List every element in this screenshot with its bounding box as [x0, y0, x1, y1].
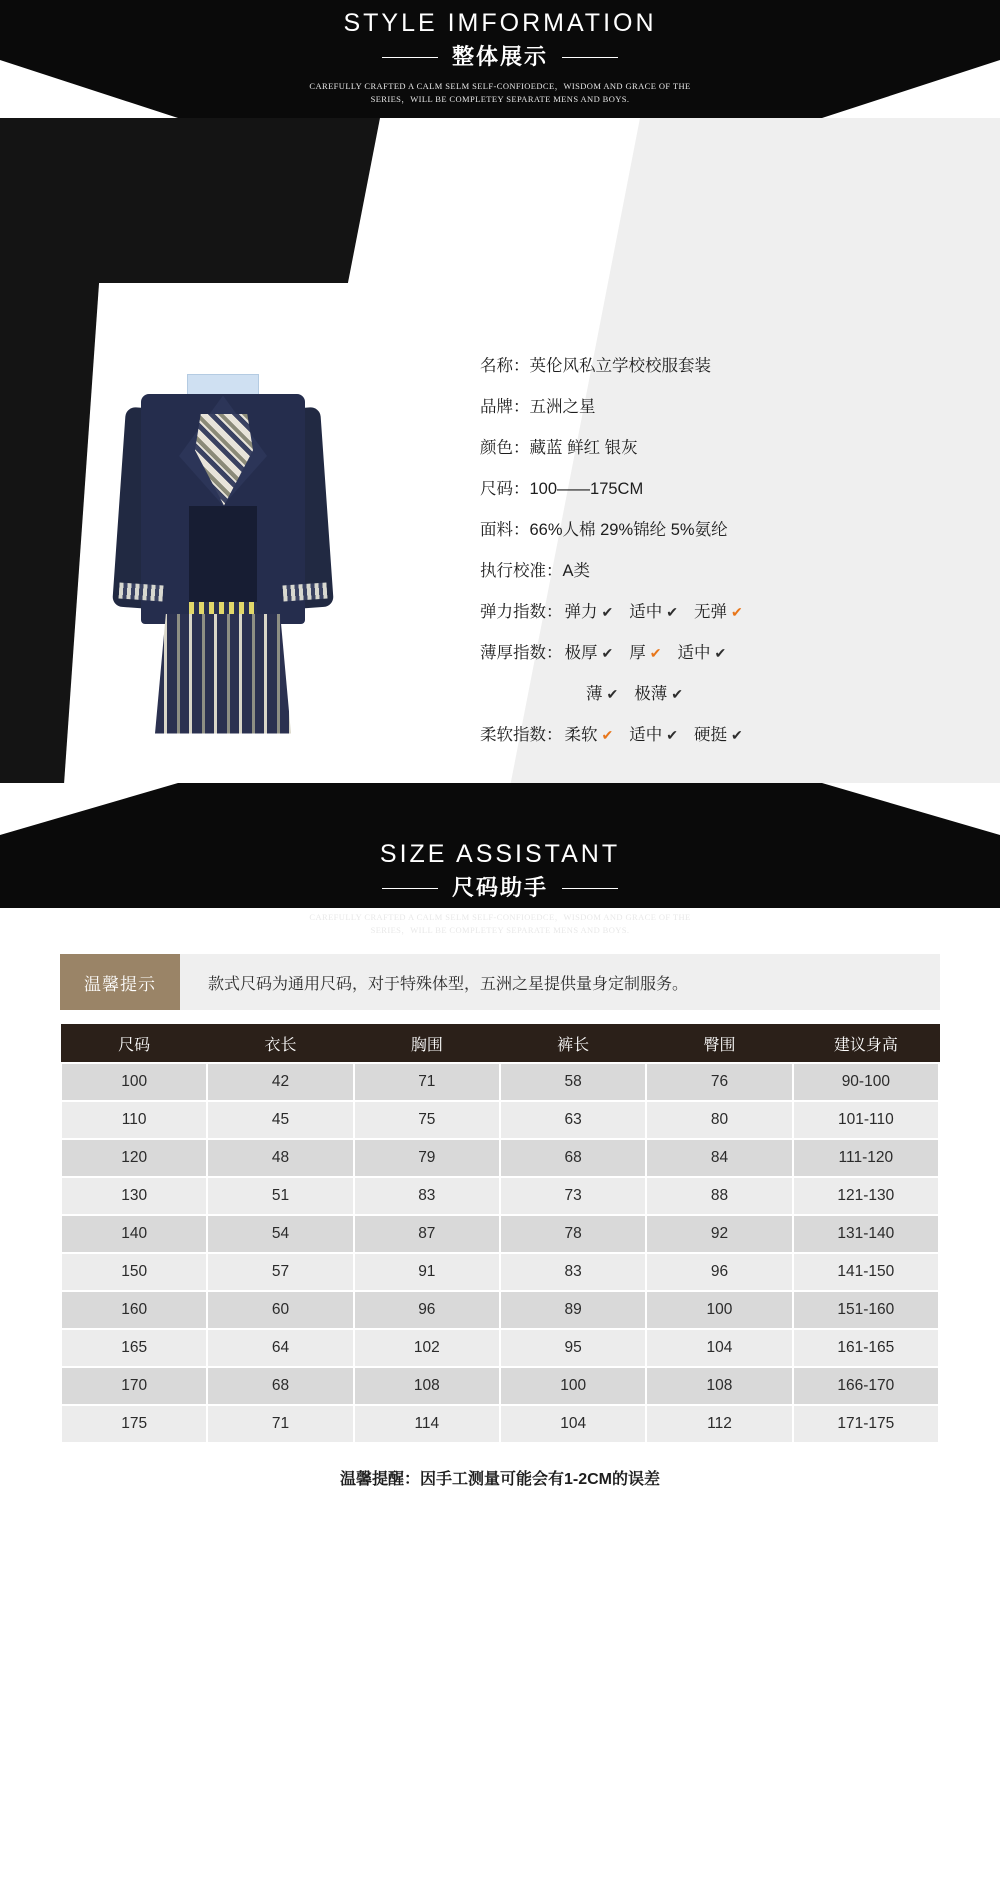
size-table: [60, 1024, 940, 1444]
table-cell: 79: [354, 1139, 500, 1177]
jacket-cuff-left: [118, 582, 163, 601]
softness-option-2: 适中: [629, 726, 663, 744]
jacket-cuff-right: [282, 582, 327, 601]
table-cell: 75: [354, 1101, 500, 1139]
table-cell: 51: [207, 1177, 353, 1215]
table-header-cell: 裤长: [500, 1025, 646, 1063]
spec-thickness: [480, 633, 950, 674]
table-cell: 84: [646, 1139, 792, 1177]
check-icon: ✔: [714, 645, 727, 661]
tip-label: 温馨提示: [60, 954, 180, 1010]
spec-standard: 执行校准：A类: [480, 562, 591, 580]
table-cell: 63: [500, 1101, 646, 1139]
banner-title-en: STYLE IMFORMATION: [343, 9, 657, 37]
spec-fabric: 面料：66%人棉 29%锦纶 5%氨纶: [480, 521, 728, 539]
elasticity-option-2: 适中: [629, 603, 663, 621]
table-cell: 58: [500, 1063, 646, 1101]
elasticity-option-3: 无弹: [693, 603, 727, 621]
table-cell: 87: [354, 1215, 500, 1253]
table-cell: 83: [500, 1253, 646, 1291]
banner2-rule-right: [562, 888, 618, 889]
table-cell: 161-165: [793, 1329, 939, 1367]
uniform-illustration: [103, 356, 343, 756]
check-icon-selected: ✔: [601, 727, 614, 743]
check-icon: ✔: [601, 604, 614, 620]
spec-elasticity: [480, 592, 950, 633]
table-cell: 160: [61, 1291, 207, 1329]
table-header-cell: 臀围: [646, 1025, 792, 1063]
table-cell: 68: [207, 1367, 353, 1405]
table-cell: 121-130: [793, 1177, 939, 1215]
table-cell: 130: [61, 1177, 207, 1215]
table-cell: 114: [354, 1405, 500, 1443]
spec-elasticity-label: 弹力指数：: [480, 603, 563, 621]
table-cell: 48: [207, 1139, 353, 1177]
table-cell: 57: [207, 1253, 353, 1291]
softness-option-1: 柔软: [564, 726, 598, 744]
thickness-option-5: 极薄: [634, 685, 668, 703]
spec-thickness-label: 薄厚指数：: [480, 644, 563, 662]
table-cell: 104: [500, 1405, 646, 1443]
softness-option-3: 硬挺: [693, 726, 727, 744]
check-icon: ✔: [730, 727, 743, 743]
table-cell: 100: [646, 1291, 792, 1329]
banner2-subtitle-line1: CAREFULLY CRAFTED A CALM SELM SELF-CONFIOEDCE，WISDOM AND GRACE OF THE: [309, 912, 691, 922]
check-icon: ✔: [666, 604, 678, 620]
table-cell: 131-140: [793, 1215, 939, 1253]
table-header-cell: 衣长: [207, 1025, 353, 1063]
banner2-title-cn: 尺码助手: [451, 875, 548, 900]
table-cell: 68: [500, 1139, 646, 1177]
product-showcase-section: [0, 118, 1000, 783]
tip-banner: [60, 954, 940, 1010]
table-cell: 90-100: [793, 1063, 939, 1101]
check-icon: ✔: [671, 686, 683, 702]
table-row: [61, 1329, 939, 1367]
banner-wedge-right: [822, 60, 1000, 118]
table-cell: 76: [646, 1063, 792, 1101]
table-cell: 88: [646, 1177, 792, 1215]
table-row: [61, 1101, 939, 1139]
check-icon: ✔: [606, 686, 619, 702]
table-cell: 151-160: [793, 1291, 939, 1329]
check-icon-selected: ✔: [730, 604, 743, 620]
table-cell: 71: [207, 1405, 353, 1443]
table-cell: 110: [61, 1101, 207, 1139]
table-cell: 150: [61, 1253, 207, 1291]
check-icon: ✔: [601, 645, 614, 661]
product-spec-list: [480, 346, 950, 756]
table-cell: 54: [207, 1215, 353, 1253]
size-chart-section: [0, 908, 1000, 1515]
table-cell: 165: [61, 1329, 207, 1367]
table-cell: 120: [61, 1139, 207, 1177]
table-header-cell: 建议身高: [793, 1025, 939, 1063]
table-cell: 171-175: [793, 1405, 939, 1443]
table-cell: 73: [500, 1177, 646, 1215]
table-cell: 108: [646, 1367, 792, 1405]
product-photo: [80, 283, 366, 828]
banner2-title-en: SIZE ASSISTANT: [379, 840, 621, 868]
table-cell: 78: [500, 1215, 646, 1253]
banner-rule-right: [562, 57, 618, 58]
table-cell: 102: [354, 1329, 500, 1367]
check-icon: ✔: [666, 727, 678, 743]
table-cell: 92: [646, 1215, 792, 1253]
table-cell: 108: [354, 1367, 500, 1405]
table-cell: 91: [354, 1253, 500, 1291]
table-cell: 64: [207, 1329, 353, 1367]
plaid-skirt: [155, 614, 291, 734]
thickness-option-1: 极厚: [564, 644, 598, 662]
table-cell: 96: [354, 1291, 500, 1329]
table-cell: 71: [354, 1063, 500, 1101]
table-row: [61, 1177, 939, 1215]
table-cell: 45: [207, 1101, 353, 1139]
table-cell: 111-120: [793, 1139, 939, 1177]
banner-title-cn: 整体展示: [451, 44, 548, 69]
elasticity-option-1: 弹力: [564, 603, 598, 621]
table-cell: 166-170: [793, 1367, 939, 1405]
banner2-subtitle-line2: SERIES，WILL BE COMPLETEY SEPARATE MENS AND BOYS.: [370, 925, 630, 935]
measurement-note: 温馨提醒：因手工测量可能会有1-2CM的误差: [339, 1470, 660, 1488]
table-row: [61, 1063, 939, 1101]
check-icon-selected: ✔: [649, 645, 662, 661]
table-row: [61, 1253, 939, 1291]
banner-rule-left: [382, 57, 438, 58]
table-row: [61, 1215, 939, 1253]
vest: [189, 506, 257, 616]
table-cell: 101-110: [793, 1101, 939, 1139]
spec-name: 名称：英伦风私立学校校服套装: [480, 357, 711, 375]
banner-subtitle-line1: CAREFULLY CRAFTED A CALM SELM SELF-CONFIOEDCE，WISDOM AND GRACE OF THE: [309, 81, 691, 91]
thickness-option-4: 薄: [586, 685, 603, 703]
banner2-rule-left: [382, 888, 438, 889]
spec-color: 颜色：藏蓝 鲜红 银灰: [480, 439, 638, 457]
table-cell: 96: [646, 1253, 792, 1291]
table-cell: 141-150: [793, 1253, 939, 1291]
thickness-option-3: 适中: [677, 644, 711, 662]
table-cell: 170: [61, 1367, 207, 1405]
table-cell: 140: [61, 1215, 207, 1253]
table-cell: 104: [646, 1329, 792, 1367]
table-cell: 95: [500, 1329, 646, 1367]
table-row: [61, 1367, 939, 1405]
table-cell: 80: [646, 1101, 792, 1139]
spec-thickness-row2: [480, 674, 950, 715]
table-cell: 83: [354, 1177, 500, 1215]
style-information-banner: [0, 0, 1000, 118]
spec-softness: [480, 715, 950, 756]
table-cell: 112: [646, 1405, 792, 1443]
table-header-cell: 尺码: [61, 1025, 207, 1063]
spec-softness-label: 柔软指数：: [480, 726, 563, 744]
table-header-cell: 胸围: [354, 1025, 500, 1063]
banner-subtitle-line2: SERIES，WILL BE COMPLETEY SEPARATE MENS AND BOYS.: [370, 94, 630, 104]
table-row: [61, 1139, 939, 1177]
table-row: [61, 1405, 939, 1443]
table-row: [61, 1291, 939, 1329]
table-cell: 100: [500, 1367, 646, 1405]
table-cell: 89: [500, 1291, 646, 1329]
table-cell: 42: [207, 1063, 353, 1101]
table-cell: 175: [61, 1405, 207, 1443]
tip-text: 款式尺码为通用尺码，对于特殊体型，五洲之星提供量身定制服务。: [180, 954, 940, 1010]
table-cell: 60: [207, 1291, 353, 1329]
banner2-title-cn-wrap: [0, 875, 1000, 901]
table-header-row: [61, 1025, 939, 1063]
size-assistant-banner: [0, 783, 1000, 935]
banner-wedge-left: [0, 60, 178, 118]
spec-brand: 品牌：五洲之星: [480, 398, 596, 416]
vest-hem-band: [189, 602, 257, 616]
table-cell: 100: [61, 1063, 207, 1101]
thickness-option-2: 厚: [629, 644, 646, 662]
spec-size: 尺码：100——175CM: [480, 480, 644, 498]
